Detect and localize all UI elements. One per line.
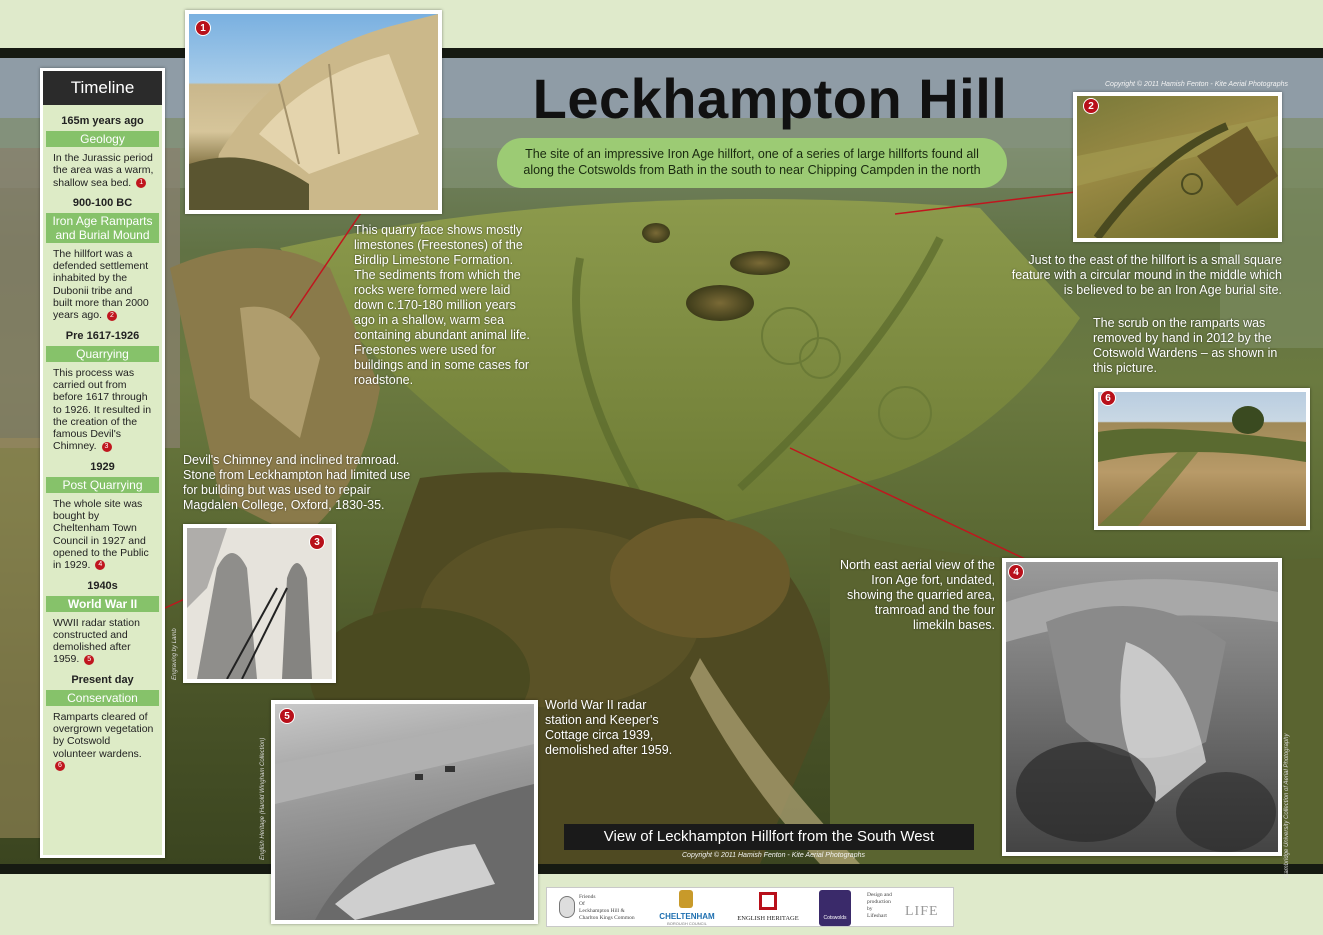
page-title: Leckhampton Hill xyxy=(532,67,1008,130)
photo-badge-4: 4 xyxy=(1008,564,1024,580)
design-line: by xyxy=(867,906,873,912)
caption-quarry: This quarry face shows mostly limestones (Freestones) of the Birdlip Limestone Formation. The sediments from which the rocks were formed were laid down c.170-180 million years ago in a shallow, warm sea containing abundant animal life. Freestones were used for buildings and in some cases for roadstone. xyxy=(354,223,530,387)
caption-burial-site: Just to the east of the hillfort is a small square feature with a circular mound in the middle which is believed to be an Iron Age burial site. xyxy=(1011,253,1282,297)
sponsor-logos xyxy=(546,887,954,927)
bottom-divider xyxy=(0,864,1323,874)
life-wordmark: LIFE xyxy=(905,904,939,919)
friends-logo xyxy=(557,888,641,928)
cotswolds-logo xyxy=(817,888,853,928)
ref-badge-6: 6 xyxy=(55,761,65,771)
timeline-text: The hillfort was a defended settlement inhabited by the Dubonii tribe and built more than 2000 years ago. 2 xyxy=(53,247,149,322)
ref-badge-1: 1 xyxy=(136,178,146,188)
radar-photo-credit: English Heritage (Harold Wingham Collection) xyxy=(260,737,266,860)
caption-radar: World War II radar station and Keeper's Cottage circa 1939, demolished after 1959. xyxy=(545,698,673,757)
ref-badge-5: 5 xyxy=(84,655,94,665)
friends-line: Leckhampton Hill & xyxy=(579,908,625,914)
ramparts-photo-art xyxy=(1098,392,1306,526)
cheltenham-name: CHELTENHAM xyxy=(659,912,715,921)
copyright-top: Copyright © 2011 Hamish Fenton - Kite Aerial Photographs xyxy=(1105,81,1288,88)
design-line: production xyxy=(867,899,891,905)
caption-devils-chimney: Devil's Chimney and inclined tramroad. Stone from Leckhampton had limited use for building but was used to repair Magdalen College, Oxford, 1830-35. xyxy=(183,453,411,512)
caption-aerial-ne: North east aerial view of the Iron Age fort, undated, showing the quarried area, tramroad and the four limekiln bases. xyxy=(840,558,995,632)
photo-badge-6: 6 xyxy=(1100,390,1116,406)
timeline-date: 165m years ago xyxy=(61,115,144,127)
photo-quarry-face xyxy=(185,10,442,214)
ref-badge-4: 4 xyxy=(95,560,105,570)
cheltenham-crest-icon xyxy=(679,890,693,908)
timeline-text: This process was carried out from before 1617 through to 1926. It resulted in the creation of the famous Devil's Chimney. 3 xyxy=(53,366,152,453)
design-line: Design and xyxy=(867,892,892,898)
timeline-text: WWII radar station constructed and demolished after 1959. 5 xyxy=(53,616,140,666)
english-heritage-name: ENGLISH HERITAGE xyxy=(737,915,799,922)
photo-radar-station xyxy=(271,700,538,924)
lifeshart-logo xyxy=(865,888,951,928)
timeline-label: Post Quarrying xyxy=(46,477,159,493)
main-photo-caption: View of Leckhampton Hillfort from the South West xyxy=(564,824,974,850)
aerial-ne-photo-art xyxy=(1006,562,1278,852)
timeline-date: 900-100 BC xyxy=(72,196,133,209)
timeline-text: In the Jurassic period the area was a warm, shallow sea bed. 1 xyxy=(53,152,154,189)
caption-scrub: The scrub on the ramparts was removed by hand in 2012 by the Cotswold Wardens – as shown in this picture. xyxy=(1093,316,1278,375)
timeline-label: Quarrying xyxy=(46,346,159,362)
engraving-credit: Engraving by Lamb xyxy=(172,628,178,680)
timeline-date: 1929 xyxy=(90,460,115,473)
copyright-bottom: Copyright © 2011 Hamish Fenton - Kite Aerial Photographs xyxy=(682,852,865,859)
ref-badge-2: 2 xyxy=(107,311,117,321)
timeline-label: Iron Age Ramparts and Burial Mound xyxy=(46,213,159,243)
photo-devils-chimney xyxy=(183,524,336,683)
photo-badge-2: 2 xyxy=(1083,98,1099,114)
timeline-date: Pre 1617-1926 xyxy=(65,329,140,342)
english-heritage-logo xyxy=(731,888,805,928)
friends-line: Charlton Kings Common xyxy=(579,915,635,921)
timeline-date: Present day xyxy=(71,673,134,686)
subtitle-banner: The site of an impressive Iron Age hillfort, one of a series of large hillforts found all along the Cotswolds from Bath in the south to near Chipping Campden in the north xyxy=(497,138,1007,188)
photo-cleared-ramparts xyxy=(1094,388,1310,530)
photo-aerial-northeast xyxy=(1002,558,1282,856)
timeline-label: Conservation xyxy=(46,690,159,706)
timeline-panel xyxy=(40,68,165,858)
photo-burial-site xyxy=(1073,92,1282,242)
timeline-text: Ramparts cleared of overgrown vegetation by Cotswold volunteer wardens. 6 xyxy=(53,710,154,770)
quarry-photo-art xyxy=(189,14,438,210)
timeline-text: The whole site was bought by Cheltenham Town Council in 1927 and opened to the Public in 1929. 4 xyxy=(53,497,149,572)
design-line: Lifeshart xyxy=(867,913,887,919)
cheltenham-logo xyxy=(651,888,723,928)
friends-emblem-icon xyxy=(559,896,575,918)
radar-photo-art xyxy=(275,704,534,920)
cheltenham-sub: BOROUGH COUNCIL xyxy=(667,921,707,926)
photo-badge-5: 5 xyxy=(279,708,295,724)
english-heritage-icon xyxy=(759,892,777,910)
burial-photo-art xyxy=(1077,96,1278,238)
photo-badge-3: 3 xyxy=(309,534,325,550)
friends-line: Of xyxy=(579,901,585,907)
ref-badge-3: 3 xyxy=(102,442,112,452)
timeline-date: 1940s xyxy=(87,579,118,592)
engraving-art xyxy=(187,528,332,679)
timeline-label: World War II xyxy=(46,596,159,612)
aerial-ne-credit: Cambridge University Collection of Aerial Photography xyxy=(1284,733,1290,878)
cotswolds-name: Cotswolds xyxy=(823,915,847,921)
photo-badge-1: 1 xyxy=(195,20,211,36)
timeline-heading: Timeline xyxy=(43,71,162,105)
friends-line: Friends xyxy=(579,894,596,900)
timeline-label: Geology xyxy=(46,131,159,147)
